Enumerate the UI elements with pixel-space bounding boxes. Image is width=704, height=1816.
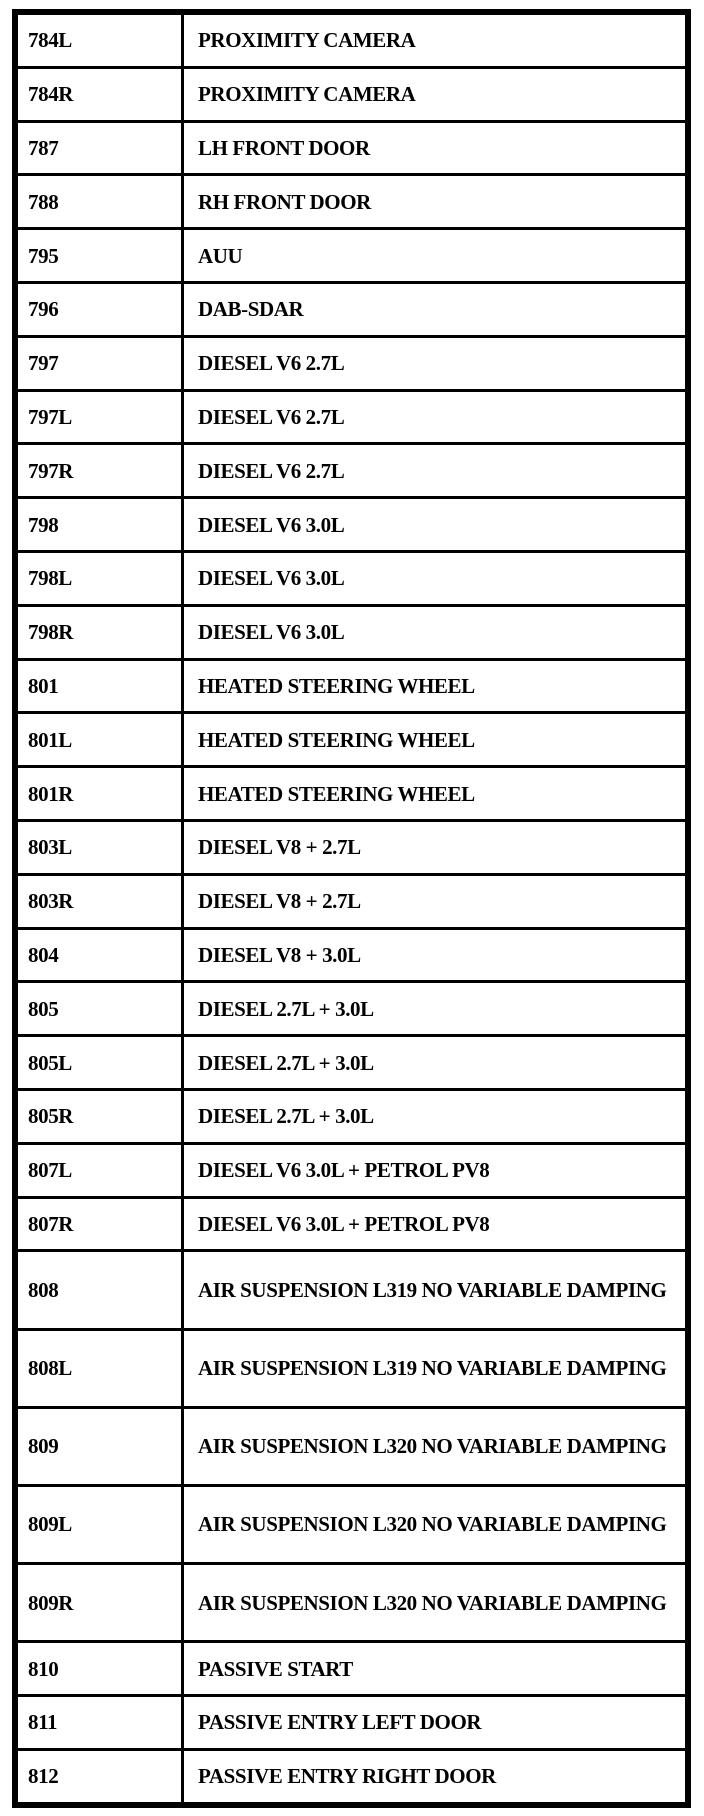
row-code-cell: 805R xyxy=(17,1089,183,1143)
row-code-cell: 809R xyxy=(17,1564,183,1642)
row-description-cell: AUU xyxy=(183,229,687,283)
row-description-cell: PASSIVE ENTRY RIGHT DOOR xyxy=(183,1749,687,1803)
row-code-cell: 801L xyxy=(17,713,183,767)
row-code-cell: 812 xyxy=(17,1749,183,1803)
row-description-cell: AIR SUSPENSION L320 NO VARIABLE DAMPING xyxy=(183,1564,687,1642)
row-description-cell: HEATED STEERING WHEEL xyxy=(183,713,687,767)
row-code-cell: 807L xyxy=(17,1143,183,1197)
row-code-cell: 809 xyxy=(17,1407,183,1485)
table-row xyxy=(17,1036,687,1090)
table-row xyxy=(17,175,687,229)
row-code-cell: 803L xyxy=(17,820,183,874)
row-description-cell: PASSIVE START xyxy=(183,1642,687,1696)
row-description-cell: DIESEL V6 3.0L + PETROL PV8 xyxy=(183,1197,687,1251)
row-code-cell: 801 xyxy=(17,659,183,713)
row-description-cell: DIESEL V6 2.7L xyxy=(183,336,687,390)
row-description-cell: AIR SUSPENSION L319 NO VARIABLE DAMPING xyxy=(183,1251,687,1329)
row-description-cell: RH FRONT DOOR xyxy=(183,175,687,229)
row-code-cell: 798L xyxy=(17,551,183,605)
table-row xyxy=(17,1695,687,1749)
row-description-cell: LH FRONT DOOR xyxy=(183,121,687,175)
row-description-cell: AIR SUSPENSION L319 NO VARIABLE DAMPING xyxy=(183,1329,687,1407)
table-row xyxy=(17,874,687,928)
table-row xyxy=(17,1564,687,1642)
row-description-cell: HEATED STEERING WHEEL xyxy=(183,659,687,713)
row-description-cell: DIESEL V6 2.7L xyxy=(183,444,687,498)
row-description-cell: PROXIMITY CAMERA xyxy=(183,67,687,121)
row-description-cell: AIR SUSPENSION L320 NO VARIABLE DAMPING xyxy=(183,1407,687,1485)
row-code-cell: 808L xyxy=(17,1329,183,1407)
row-code-cell: 801R xyxy=(17,767,183,821)
row-description-cell: DIESEL V8 + 2.7L xyxy=(183,820,687,874)
row-description-cell: DIESEL V8 + 3.0L xyxy=(183,928,687,982)
row-description-cell: DIESEL V6 2.7L xyxy=(183,390,687,444)
table-row xyxy=(17,767,687,821)
row-code-cell: 788 xyxy=(17,175,183,229)
row-description-cell: DIESEL 2.7L + 3.0L xyxy=(183,982,687,1036)
table-row xyxy=(17,1407,687,1485)
row-code-cell: 810 xyxy=(17,1642,183,1696)
table-row xyxy=(17,229,687,283)
row-code-cell: 811 xyxy=(17,1695,183,1749)
table-row xyxy=(17,67,687,121)
table-row xyxy=(17,390,687,444)
table-row xyxy=(17,498,687,552)
row-description-cell: DIESEL V6 3.0L xyxy=(183,551,687,605)
table-row xyxy=(17,659,687,713)
row-description-cell: PROXIMITY CAMERA xyxy=(183,14,687,68)
row-description-cell: DIESEL V8 + 2.7L xyxy=(183,874,687,928)
row-code-cell: 803R xyxy=(17,874,183,928)
table-row xyxy=(17,1089,687,1143)
table-row xyxy=(17,551,687,605)
table-row xyxy=(17,820,687,874)
row-description-cell: DIESEL V6 3.0L + PETROL PV8 xyxy=(183,1143,687,1197)
code-table xyxy=(12,9,691,1808)
row-code-cell: 797 xyxy=(17,336,183,390)
table-row xyxy=(17,982,687,1036)
table-row xyxy=(17,713,687,767)
table-row xyxy=(17,1329,687,1407)
row-code-cell: 805L xyxy=(17,1036,183,1090)
table-row xyxy=(17,1749,687,1803)
row-code-cell: 798R xyxy=(17,605,183,659)
row-code-cell: 784R xyxy=(17,67,183,121)
table-row xyxy=(17,282,687,336)
row-code-cell: 796 xyxy=(17,282,183,336)
table-row xyxy=(17,1642,687,1696)
table-row xyxy=(17,336,687,390)
row-code-cell: 784L xyxy=(17,14,183,68)
row-description-cell: PASSIVE ENTRY LEFT DOOR xyxy=(183,1695,687,1749)
row-code-cell: 804 xyxy=(17,928,183,982)
table-body xyxy=(17,14,687,1804)
row-code-cell: 808 xyxy=(17,1251,183,1329)
table-row xyxy=(17,1197,687,1251)
table-row xyxy=(17,444,687,498)
row-description-cell: DAB-SDAR xyxy=(183,282,687,336)
row-description-cell: DIESEL V6 3.0L xyxy=(183,498,687,552)
table-row xyxy=(17,1251,687,1329)
table-row xyxy=(17,1143,687,1197)
row-code-cell: 798 xyxy=(17,498,183,552)
row-description-cell: DIESEL 2.7L + 3.0L xyxy=(183,1036,687,1090)
table-row xyxy=(17,928,687,982)
row-description-cell: AIR SUSPENSION L320 NO VARIABLE DAMPING xyxy=(183,1485,687,1563)
row-code-cell: 797L xyxy=(17,390,183,444)
row-code-cell: 805 xyxy=(17,982,183,1036)
table-row xyxy=(17,14,687,68)
row-code-cell: 797R xyxy=(17,444,183,498)
row-description-cell: DIESEL V6 3.0L xyxy=(183,605,687,659)
row-code-cell: 809L xyxy=(17,1485,183,1563)
row-description-cell: DIESEL 2.7L + 3.0L xyxy=(183,1089,687,1143)
row-code-cell: 787 xyxy=(17,121,183,175)
table-row xyxy=(17,1485,687,1563)
row-description-cell: HEATED STEERING WHEEL xyxy=(183,767,687,821)
table-row xyxy=(17,605,687,659)
row-code-cell: 807R xyxy=(17,1197,183,1251)
row-code-cell: 795 xyxy=(17,229,183,283)
code-description-table xyxy=(15,12,688,1805)
table-row xyxy=(17,121,687,175)
